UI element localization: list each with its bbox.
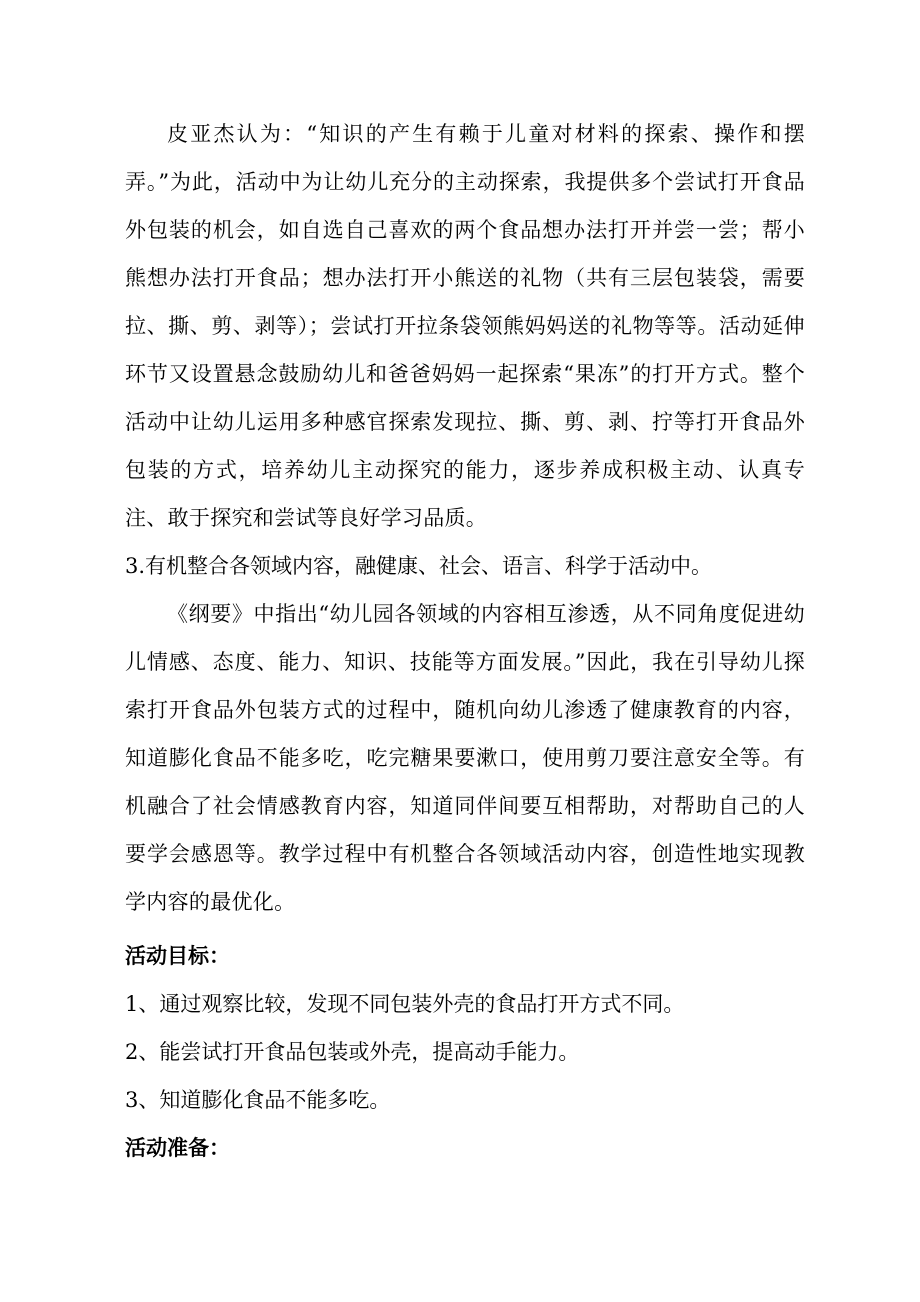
goal-item-2: 2、能尝试打开食品包装或外壳，提高动手能力。 [125,1040,580,1064]
paragraph-guidelines: 《纲要》中指出“幼儿园各领域的内容相互渗透，从不同角度促进幼儿情感、态度、能力、知识、技能等方面发展。”因此，我在引导幼儿探索打开食品外包装方式的过程中，随机向幼儿渗透了健康教育的内容，知道膨化食品不能多吃，吃完糖果要漱口，使用剪刀要注意安全等。有机融合了社会情感教育内容，知道同伴间要互相帮助，对帮助自己的人要学会感恩等。教学过程中有机整合各领域活动内容，创造性地实现教学内容的最优化。 [125,602,805,914]
goal-item-1: 1、通过观察比较，发现不同包装外壳的食品打开方式不同。 [125,992,685,1016]
goal-item-3: 3、知道膨化食品不能多吃。 [125,1088,391,1112]
paragraph-piaget: 皮亚杰认为：“知识的产生有赖于儿童对材料的探索、操作和摆弄。”为此，活动中为让幼儿充分的主动探索，我提供多个尝试打开食品外包装的机会，如自选自己喜欢的两个食品想办法打开并尝一尝；帮小熊想办法打开食品；想办法打开小熊送的礼物（共有三层包装袋，需要拉、撕、剪、剥等）；尝试打开拉条袋领熊妈妈送的礼物等等。活动延伸环节又设置悬念鼓励幼儿和爸爸妈妈一起探索“果冻”的打开方式。整个活动中让幼儿运用多种感官探索发现拉、撕、剪、剥、拧等打开食品外包装的方式，培养幼儿主动探究的能力，逐步养成积极主动、认真专注、敢于探究和尝试等良好学习品质。 [125,122,805,530]
point-3-integration: 3.有机整合各领域内容，融健康、社会、语言、科学于活动中。 [125,554,713,578]
goals-heading: 活动目标： [125,944,230,968]
preparation-heading: 活动准备： [125,1136,230,1160]
